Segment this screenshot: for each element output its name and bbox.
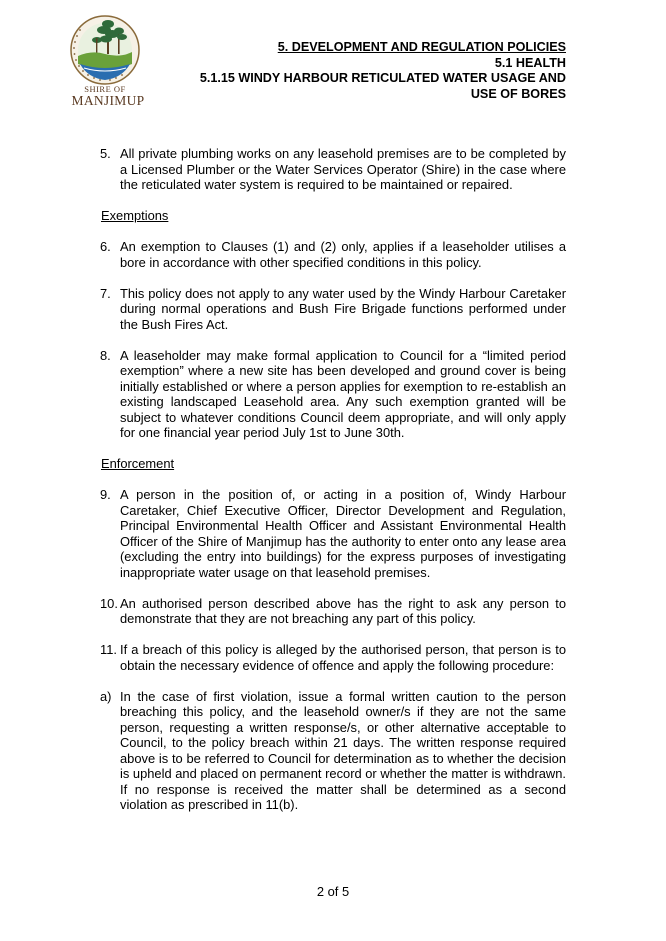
- clause-text: This policy does not apply to any water used by the Windy Harbour Caretaker during normal operations and Bush Fire Brigade functions performed under the Bush Fires Act.: [120, 285, 566, 332]
- header-policy-title-cont: USE OF BORES: [470, 86, 566, 101]
- clause-8: [101, 348, 566, 441]
- clause-text: An authorised person described above has the right to ask any person to demonstrate that they are not breaching any part of this policy.: [120, 595, 566, 626]
- clause-11: [101, 642, 566, 673]
- clause-text: A leaseholder may make formal application to Council for a “limited period exemption” where a new site has been developed and ground cover is being initially established or where a person applies for exemption to re-establish an existing landscaped Leasehold area. Any such exemption granted will be subject to whatever conditions Council deem appropriate, and will only apply for one financial year period July 1st to June 30th.: [120, 347, 566, 440]
- clause-number: 11.: [100, 642, 117, 657]
- clause-text: In the case of first violation, issue a formal written caution to the person breaching this policy, and the leasehold owner/s if they are not the same person, requesting a written response/s, or other alternative acceptable to Council, to the policy breach within 21 days. The written response required above is to be referred to Council for determination as to whether the decision is upheld and placed on permanent record or whether the matter is withdrawn. If no response is received the matter shall be determined as a second violation as prescribed in 11(b).: [120, 688, 566, 812]
- clause-number: 6.: [100, 239, 111, 254]
- logo-text-line2: MANJIMUP: [71, 93, 145, 108]
- clause-text: All private plumbing works on any leasehold premises are to be completed by a Licensed Plumber or the Water Services Operator (Shire) in the case where the reticulated water system is required to be maintained or repaired.: [120, 146, 566, 192]
- clause-text: An exemption to Clauses (1) and (2) only, applies if a leaseholder utilises a bore in accordance with other specified conditions in this policy.: [120, 239, 566, 270]
- header-subsection: 5.1 HEALTH: [494, 55, 566, 70]
- logo-text-line1: SHIRE OF: [84, 84, 126, 94]
- clause-number: 5.: [100, 146, 111, 161]
- clause-number: 8.: [100, 347, 111, 363]
- header-policy-section: 5. DEVELOPMENT AND REGULATION POLICIES: [277, 40, 566, 54]
- clause-9: [101, 487, 566, 580]
- document-header: [200, 40, 566, 102]
- clause-number: 10.: [100, 595, 118, 611]
- clause-number: 9.: [100, 487, 111, 502]
- clause-text: A person in the position of, or acting in a position of, Windy Harbour Caretaker, Chief Executive Officer, Director Development and Regulation, Principal Environmental Health Officer and Assistant Environmental Health Officer of the Shire of Manjimup has the authority to enter onto any lease area (excluding the entry into buildings) for the express purposes of investigating inappropriate water usage on that leasehold premises.: [120, 487, 566, 580]
- section-heading-exemptions: Exemptions: [101, 208, 169, 223]
- clause-number: 7.: [100, 285, 111, 301]
- clause-text: If a breach of this policy is alleged by the authorised person, that person is to obtain the necessary evidence of offence and apply the following procedure:: [120, 642, 566, 673]
- clause-6: [101, 239, 566, 270]
- clause-7: [101, 286, 566, 333]
- clause-number: a): [100, 688, 112, 704]
- clause-10: [101, 596, 566, 627]
- page-number: 2 of 5: [316, 884, 350, 899]
- header-policy-title: 5.1.15 WINDY HARBOUR RETICULATED WATER USAGE AND: [199, 71, 566, 85]
- clause-11a: [101, 689, 566, 813]
- clause-5: [101, 146, 566, 193]
- section-heading-enforcement: Enforcement: [101, 456, 175, 471]
- policy-body: [101, 146, 566, 828]
